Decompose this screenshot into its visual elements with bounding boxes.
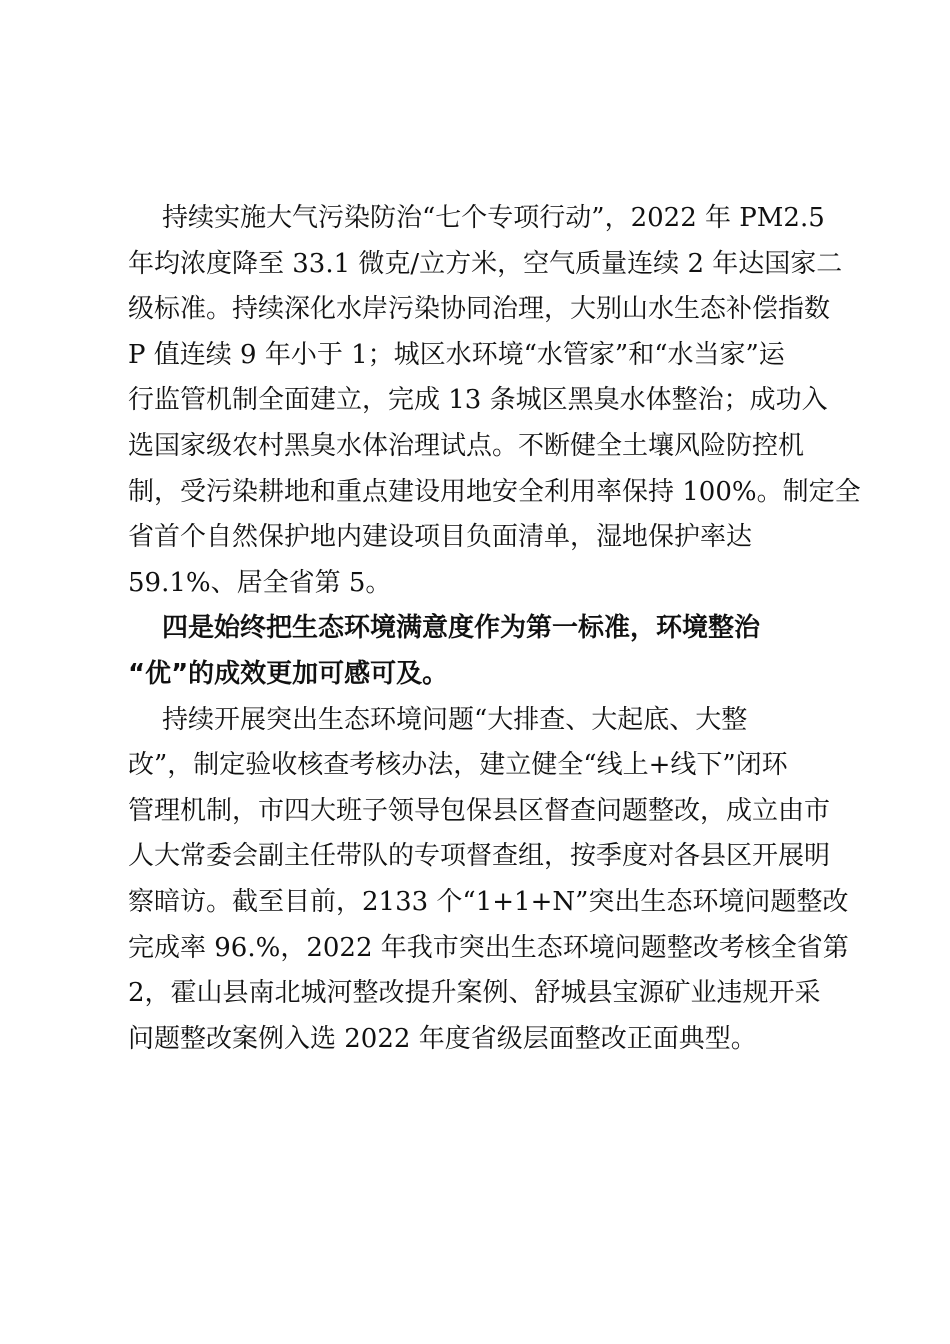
paragraph-line: 年均浓度降至 33.1 微克/立方米，空气质量连续 2 年达国家二	[128, 248, 843, 279]
paragraph-line: 管理机制，市四大班子领导包保县区督查问题整改，成立由市	[128, 795, 831, 826]
paragraph-air-water-soil	[128, 196, 861, 606]
paragraph-line: 问题整改案例入选 2022 年度省级层面整改正面典型。	[128, 1023, 757, 1054]
paragraph-line: 省首个自然保护地内建设项目负面清单，湿地保护率达	[128, 522, 753, 553]
paragraph-line: 改”，制定验收核查考核办法，建立健全“线上+线下”闭环	[128, 750, 788, 781]
paragraph-line: 2，霍山县南北城河整改提升案例、舒城县宝源矿业违规开采	[128, 978, 821, 1009]
paragraph-line: 59.1%、居全省第 5。	[128, 567, 392, 598]
paragraph-line: 持续实施大气污染防治“七个专项行动”，2022 年 PM2.5	[162, 203, 825, 233]
paragraph-line: 察暗访。截至目前，2133 个“1+1+N”突出生态环境问题整改	[128, 886, 849, 917]
paragraph-line: 持续开展突出生态环境问题“大排查、大起底、大整	[162, 704, 748, 735]
paragraph-line: 行监管机制全面建立，完成 13 条城区黑臭水体整治；成功入	[128, 385, 828, 416]
heading-line: “优”的成效更加可感可及。	[128, 658, 449, 689]
paragraph-line: 制，受污染耕地和重点建设用地安全利用率保持 100%。制定全	[128, 476, 861, 507]
section-heading	[128, 606, 828, 697]
paragraph-line: P 值连续 9 年小于 1；城区水环境“水管家”和“水当家”运	[128, 339, 785, 370]
paragraph-rectification	[128, 698, 849, 1063]
document-page	[128, 196, 861, 1062]
paragraph-line: 人大常委会副主任带队的专项督查组，按季度对各县区开展明	[128, 841, 831, 872]
paragraph-line: 选国家级农村黑臭水体治理试点。不断健全土壤风险防控机	[128, 430, 805, 461]
paragraph-line: 完成率 96.%，2022 年我市突出生态环境问题整改考核全省第	[128, 932, 849, 963]
paragraph-line: 级标准。持续深化水岸污染协同治理，大别山水生态补偿指数	[128, 294, 831, 325]
heading-line: 四是始终把生态环境满意度作为第一标准，环境整治	[162, 613, 761, 644]
